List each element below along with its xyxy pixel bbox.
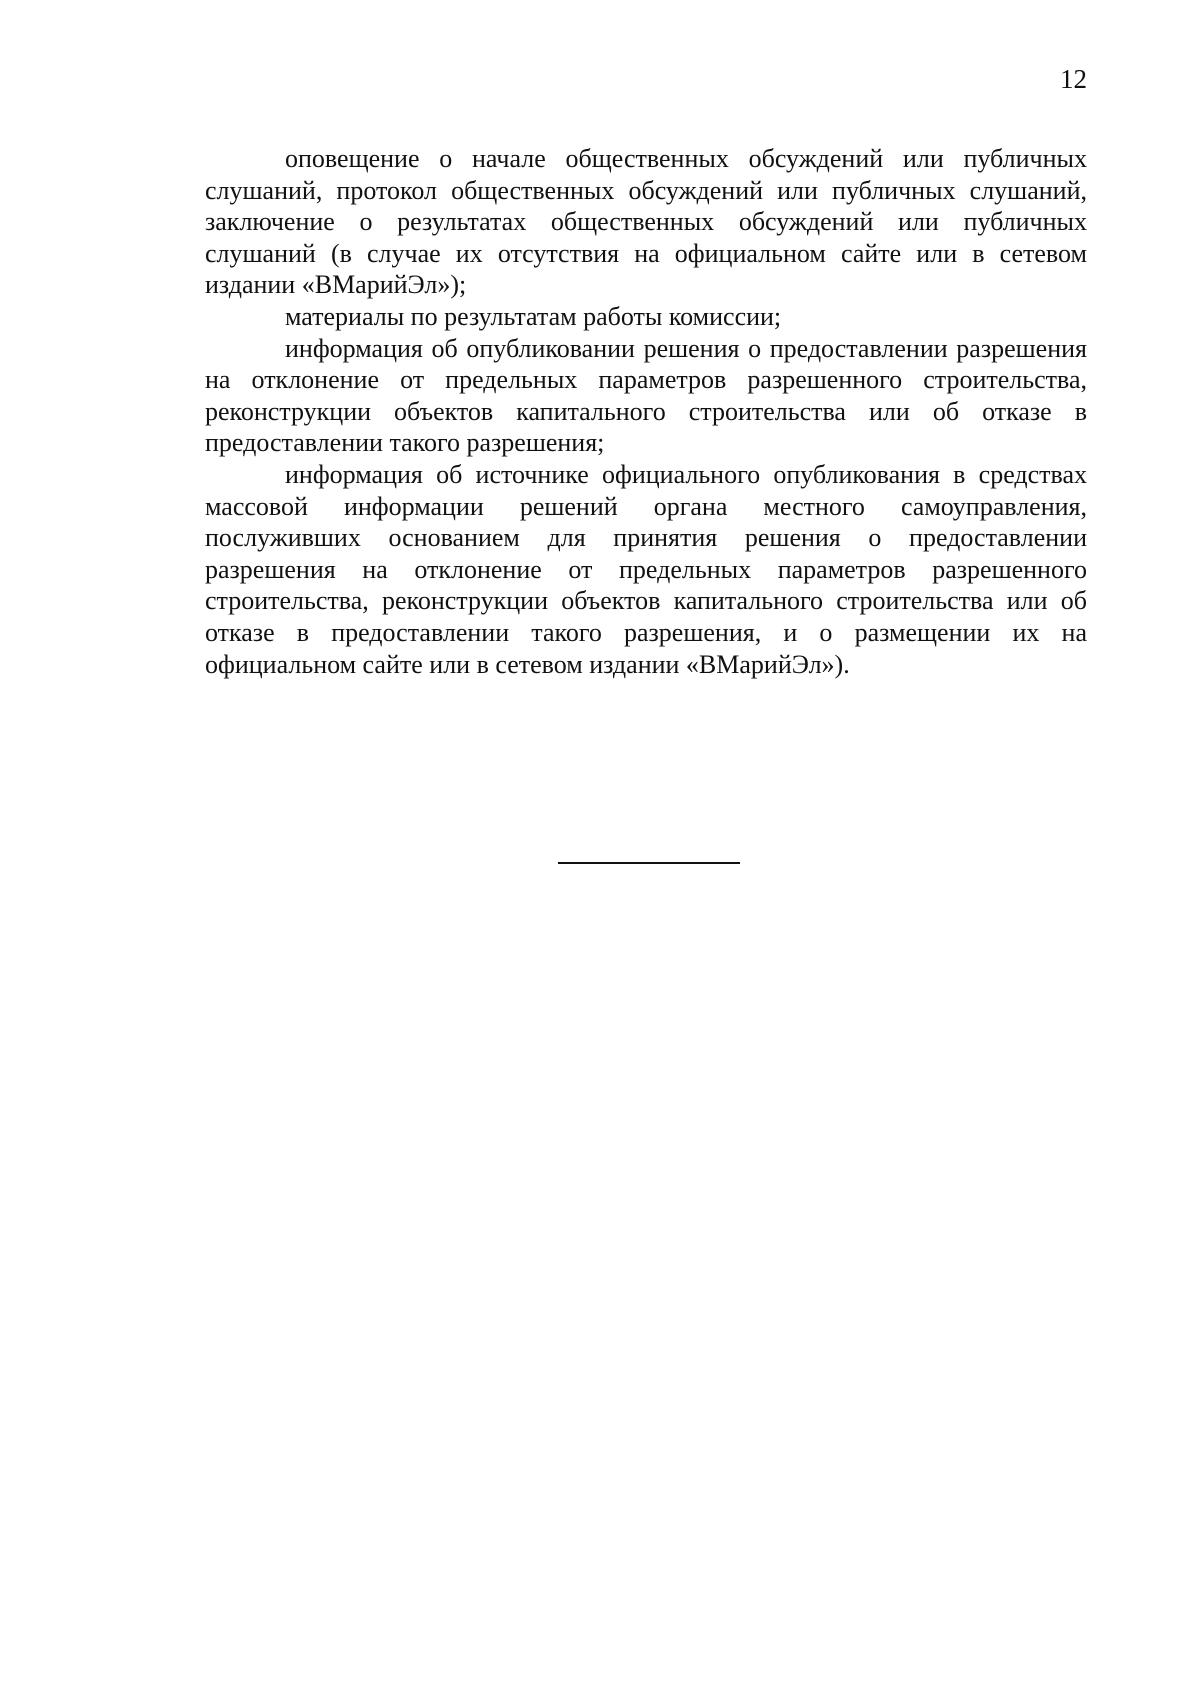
paragraph-decision-publication-info: информация об опубликовании решения о предоставлении разрешения на отклонение от предельных параметров разрешенного строительства, реконструкции объектов капитального строительства или об отказе в предоставлении такого разрешения; <box>205 333 1087 458</box>
paragraph-public-hearings-notice: оповещение о начале общественных обсуждений или публичных слушаний, протокол общественных обсуждений или публичных слушаний, заключение о результатах общественных обсуждений или публичных слушаний (в случае их отсутствия на официальном сайте или в сетевом издании «ВМарийЭл»); <box>205 144 1087 300</box>
paragraph-official-publication-source: информация об источнике официального опубликования в средствах массовой информации решений органа местного самоуправления, послуживших основанием для принятия решения о предоставлении разрешения на отклонение от предельных параметров разрешенного строительства, реконструкции объектов капитального строительства или об отказе в предоставлении такого разрешения, и о размещении их на официальном сайте или в сетевом издании «ВМарийЭл»). <box>205 459 1087 679</box>
paragraph-commission-materials: материалы по результатам работы комиссии; <box>285 301 782 331</box>
page-number: 12 <box>1060 64 1087 94</box>
end-of-document-divider <box>558 862 740 864</box>
document-body <box>205 143 1087 680</box>
